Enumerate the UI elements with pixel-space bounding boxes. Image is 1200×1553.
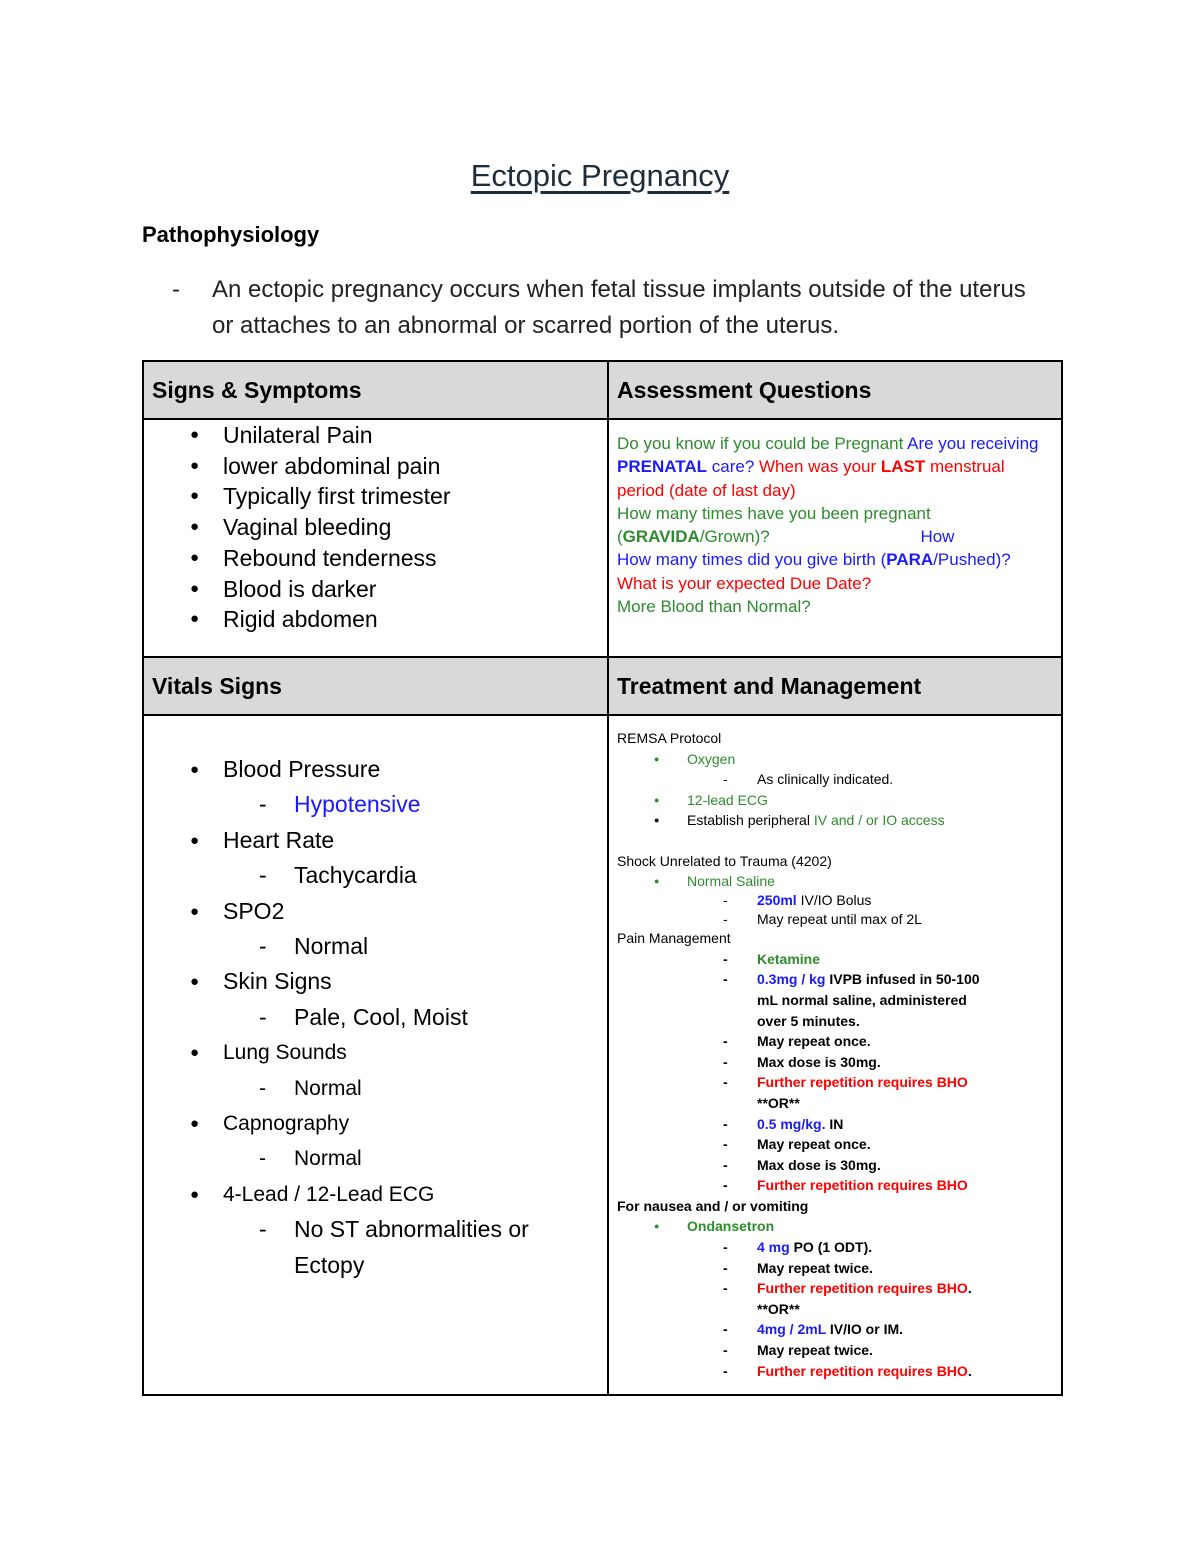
or-separator: **OR** (757, 1094, 800, 1111)
assessment-cell (608, 419, 1062, 657)
list-subitem (617, 1278, 1061, 1299)
dash-marker: - (723, 1362, 728, 1379)
table-row (143, 361, 1062, 419)
list-item: ● Ondansetron (617, 1216, 1061, 1237)
question-blood: More Blood than Normal? (617, 597, 811, 617)
question-para: How many times did you give birth ( (617, 550, 887, 570)
list-item: ● Normal Saline (617, 872, 1061, 891)
list-subitem (617, 1175, 1061, 1196)
signs-header: Signs & Symptoms (143, 361, 608, 419)
dose-highlight: 4 mg (757, 1239, 790, 1256)
list-subitem (617, 1031, 1061, 1052)
list-item: ● Rigid abdomen (144, 604, 607, 635)
item-text: Establish peripheral (687, 812, 814, 829)
list-item: ● Blood Pressure (144, 752, 607, 787)
gravida-keyword: GRAVIDA (622, 527, 700, 547)
subitem-text: Hypotensive (294, 791, 421, 818)
dose-highlight: 4mg / 2mL (757, 1321, 826, 1338)
subitem-text: May repeat until max of 2L (757, 911, 922, 928)
dash-marker: - (259, 1216, 267, 1243)
question-last-period: When was your (754, 457, 881, 477)
list-subitem (144, 1000, 607, 1035)
list-subitem (617, 1155, 1061, 1176)
treatment-header: Treatment and Management (608, 657, 1062, 715)
item-highlight: IV and / or IO access (813, 812, 945, 829)
list-item: ● Skin Signs (144, 964, 607, 999)
dose-highlight: 250ml (757, 891, 797, 908)
list-subitem (617, 1134, 1061, 1155)
subitem-text: Max dose is 30mg. (757, 1053, 881, 1070)
list-item: ● lower abdominal pain (144, 451, 607, 482)
question-gravida-end: /Grown)? (699, 527, 770, 547)
table-row (143, 419, 1062, 657)
list-item: ● 4-Lead / 12-Lead ECG (144, 1177, 607, 1212)
nausea-heading: For nausea and / or vomiting (617, 1197, 809, 1214)
last-keyword: LAST (880, 457, 926, 477)
subitem-text: IVPB infused in 50-100 mL normal saline, administered over 5 minutes. (757, 971, 980, 1029)
subitem-text: Normal (294, 932, 369, 959)
dose-highlight: 0.5 mg/kg. (757, 1115, 826, 1132)
dose-highlight: 0.3mg / kg (757, 971, 826, 988)
list-subitem (144, 1071, 607, 1106)
vitals-header: Vitals Signs (143, 657, 608, 715)
treatment-cell (608, 715, 1062, 1395)
list-item: ● Capnography (144, 1106, 607, 1141)
table-row (143, 657, 1062, 715)
dash-marker: - (723, 1177, 728, 1194)
list-item: ● 12-lead ECG (617, 790, 1061, 811)
assessment-questions (609, 420, 1061, 618)
table-row (143, 715, 1062, 1395)
intro-paragraph (172, 272, 1052, 344)
dash-marker: - (723, 1053, 728, 1070)
dash-marker: - (723, 1136, 728, 1153)
dash-marker: - (723, 1342, 728, 1359)
dash-marker: - (723, 1280, 728, 1297)
warning-text: Further repetition requires BHO (757, 1280, 968, 1297)
list-subitem (617, 1340, 1061, 1361)
dash-marker: - (723, 971, 728, 988)
dash-marker: - (723, 911, 728, 928)
dash-marker: - (723, 1156, 728, 1173)
dash-marker: - (723, 771, 728, 788)
question-para-end: /Pushed)? (933, 550, 1011, 570)
dash-marker: - (723, 1259, 728, 1276)
list-subitem (144, 1141, 607, 1176)
list-subitem (617, 891, 1061, 910)
subitem-text: May repeat once. (757, 1033, 871, 1050)
subitem-text: No ST abnormalities or Ectopy (294, 1216, 529, 1278)
dash-marker: - (259, 1076, 266, 1100)
list-subitem (617, 969, 997, 1031)
warning-text: Further repetition requires BHO (757, 1074, 968, 1091)
punctuation: . (967, 1280, 972, 1297)
subitem-text: Normal (294, 1147, 362, 1171)
dash-marker: - (259, 1147, 266, 1171)
question-prenatal: Are you receiving (903, 434, 1039, 453)
question-gravida: How many times have you been pregnant ( (617, 503, 931, 547)
question-pregnant: Do you know if you could be Pregnant (617, 434, 904, 453)
subitem-text: As clinically indicated. (757, 771, 894, 788)
list-subitem (144, 858, 607, 893)
subitem-text: May repeat twice. (757, 1342, 873, 1359)
dash-marker: - (259, 932, 267, 959)
dash-marker: - (723, 891, 728, 908)
intro-text: An ectopic pregnancy occurs when fetal tissue implants outside of the uterus or attaches to an abnormal or scarred portion of the uterus. (212, 276, 1026, 339)
list-item: ● Heart Rate (144, 823, 607, 858)
signs-list (144, 420, 607, 635)
list-item: ● SPO2 (144, 894, 607, 929)
question-para-lead: How (920, 527, 955, 547)
subitem-text: May repeat once. (757, 1136, 871, 1153)
list-item (617, 810, 1061, 831)
dash-marker: - (723, 1239, 728, 1256)
dash-marker: - (259, 862, 267, 889)
subitem-text: Normal (294, 1076, 362, 1100)
subitem-text: May repeat twice. (757, 1259, 873, 1276)
document-title: Ectopic Pregnancy (470, 158, 730, 193)
list-subitem (617, 1237, 1061, 1258)
assessment-header: Assessment Questions (608, 361, 1062, 419)
shock-heading: Shock Unrelated to Trauma (4202) (617, 852, 832, 869)
list-subitem (617, 769, 1061, 790)
list-item: ● Blood is darker (144, 574, 607, 605)
list-subitem (144, 1212, 534, 1283)
list-subitem (617, 1052, 1061, 1073)
list-item: ● Lung Sounds (144, 1035, 607, 1070)
subitem-text: IV/IO or IM. (826, 1321, 904, 1338)
info-table (142, 360, 1063, 1396)
list-item: ● Oxygen (617, 749, 1061, 770)
dash-marker: - (723, 1115, 728, 1132)
dash-marker: - (723, 950, 728, 967)
list-subitem (617, 1319, 1061, 1340)
vitals-cell (143, 715, 608, 1395)
list-subitem (144, 787, 607, 822)
section-heading: Pathophysiology (142, 222, 320, 247)
list-subitem (617, 949, 1061, 970)
subitem-text: Tachycardia (294, 862, 417, 889)
subitem-text: Max dose is 30mg. (757, 1156, 881, 1173)
dash-marker: - (259, 1003, 267, 1030)
list-item: ● Unilateral Pain (144, 420, 607, 451)
or-separator: **OR** (757, 1300, 800, 1317)
list-subitem (617, 1114, 1061, 1135)
subitem-text: IN (825, 1115, 844, 1132)
question-due-date: What is your expected Due Date? (617, 573, 872, 593)
signs-cell (143, 419, 608, 657)
dash-marker: - (723, 1074, 728, 1091)
list-item: ● Rebound tenderness (144, 543, 607, 574)
prenatal-keyword: PRENATAL (617, 457, 708, 477)
list-item: ● Typically first trimester (144, 481, 607, 512)
spacer (617, 831, 1061, 851)
drug-name: Ketamine (757, 950, 821, 967)
list-subitem (617, 1258, 1061, 1279)
treatment-content (609, 716, 1061, 1381)
subitem-text: PO (1 ODT). (789, 1239, 873, 1256)
dash-marker: - (172, 276, 180, 303)
list-subitem (617, 1361, 1061, 1382)
list-subitem (144, 929, 607, 964)
question-last-period-end: menstrual period (date of last day) (617, 457, 1005, 500)
pain-heading: Pain Management (617, 930, 731, 947)
dash-marker: - (259, 791, 267, 818)
question-prenatal-end: care? (707, 457, 755, 477)
subitem-text: Pale, Cool, Moist (294, 1003, 468, 1030)
dash-marker: - (723, 1321, 728, 1338)
warning-text: Further repetition requires BHO (757, 1177, 968, 1194)
para-keyword: PARA (886, 550, 934, 570)
list-subitem (617, 910, 1061, 929)
list-subitem (617, 1072, 1061, 1093)
dash-marker: - (723, 1033, 728, 1050)
punctuation: . (967, 1362, 972, 1379)
list-item: ● Vaginal bleeding (144, 512, 607, 543)
subitem-text: IV/IO Bolus (796, 891, 872, 908)
vitals-list (144, 716, 607, 1283)
warning-text: Further repetition requires BHO (757, 1362, 968, 1379)
remsa-heading: REMSA Protocol (617, 730, 722, 746)
